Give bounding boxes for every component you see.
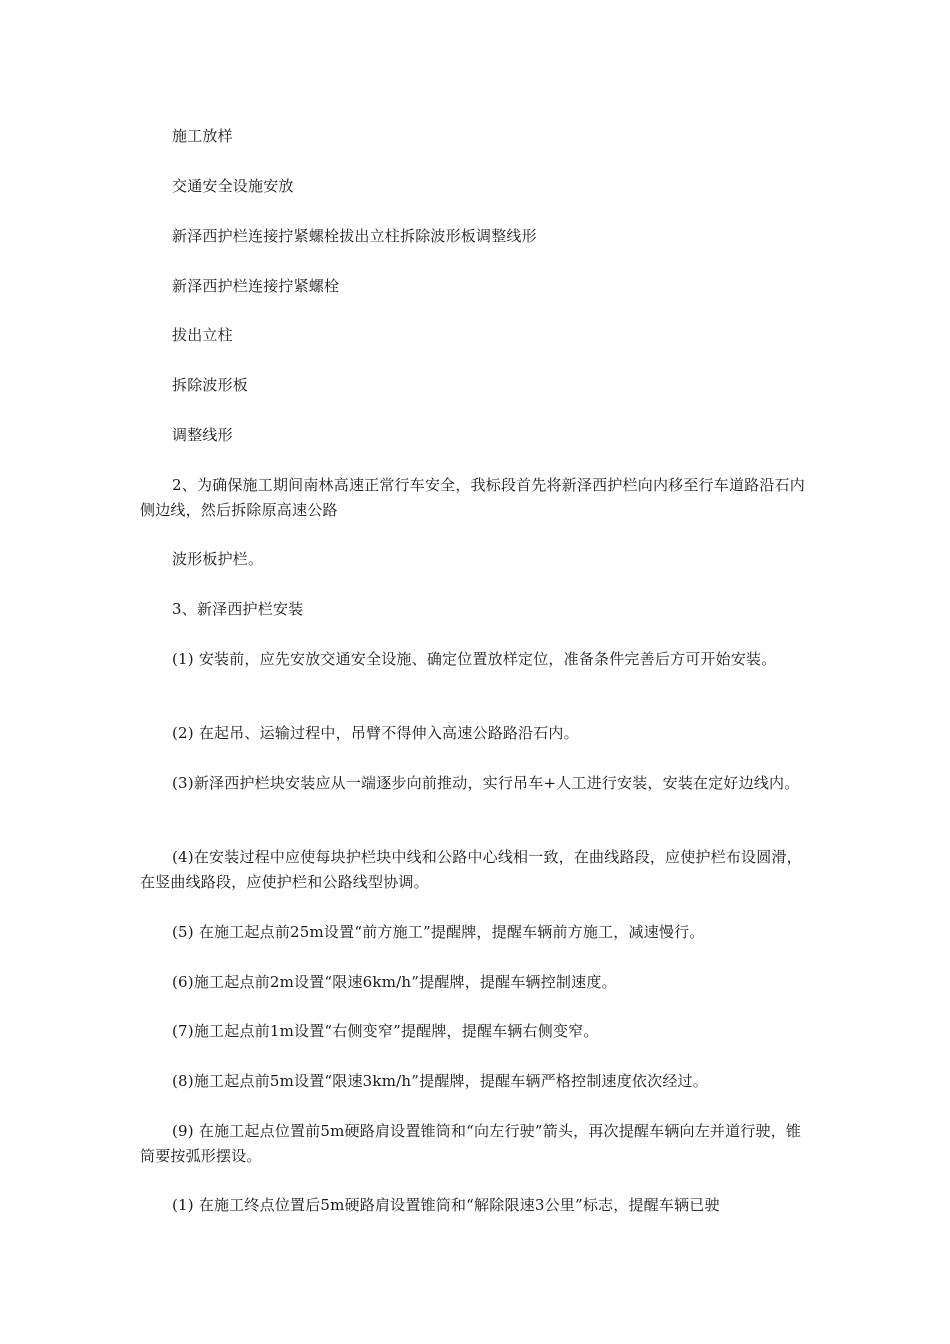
paragraph-11: (1) 安装前，应先安放交通安全设施、确定位置放样定位，准备条件完善后方可开始安装。	[172, 650, 777, 668]
paragraph-9: 波形板护栏。	[172, 550, 264, 568]
paragraph-4: 新泽西护栏连接拧紧螺栓	[172, 277, 340, 295]
paragraph-10: 3、新泽西护栏安装	[172, 600, 304, 618]
paragraph-13: (3)新泽西护栏块安装应从一端逐步向前推动，实行吊车+人工进行安装，安装在定好边线内。	[172, 774, 800, 792]
paragraph-3: 新泽西护栏连接拧紧螺栓拔出立柱拆除波形板调整线形	[172, 227, 537, 245]
paragraph-20: (1) 在施工终点位置后5m硬路肩设置锥筒和“解除限速3公里”标志，提醒车辆已驶	[172, 1196, 720, 1214]
paragraph-6: 拆除波形板	[172, 376, 249, 394]
paragraph-7: 调整线形	[172, 426, 233, 444]
paragraph-15: (5) 在施工起点前25m设置“前方施工”提醒牌，提醒车辆前方施工，减速慢行。	[172, 923, 705, 941]
paragraph-8: 2、为确保施工期间南林高速正常行车安全，我标段首先将新泽西护栏向内移至行车道路沿石内侧边线，然后拆除原高速公路	[140, 476, 805, 519]
paragraph-16: (6)施工起点前2m设置“限速6km/h”提醒牌，提醒车辆控制速度。	[172, 973, 617, 991]
paragraph-1: 施工放样	[172, 127, 233, 145]
paragraph-19: (9) 在施工起点位置前5m硬路肩设置锥筒和“向左行驶”箭头，再次提醒车辆向左并道行驶，锥筒要按弧形摆设。	[140, 1122, 802, 1165]
paragraph-18: (8)施工起点前5m设置“限速3km/h”提醒牌，提醒车辆严格控制速度依次经过。	[172, 1072, 708, 1090]
paragraph-17: (7)施工起点前1m设置“右侧变窄”提醒牌，提醒车辆右侧变窄。	[172, 1022, 599, 1040]
paragraph-2: 交通安全设施安放	[172, 177, 294, 195]
paragraph-14: (4)在安装过程中应使每块护栏块中线和公路中心线相一致，在曲线路段，应使护栏布设圆滑，在竖曲线路段，应使护栏和公路线型协调。	[140, 848, 802, 891]
paragraph-5: 拔出立柱	[172, 326, 233, 344]
paragraph-12: (2) 在起吊、运输过程中，吊臂不得伸入高速公路路沿石内。	[172, 724, 579, 742]
